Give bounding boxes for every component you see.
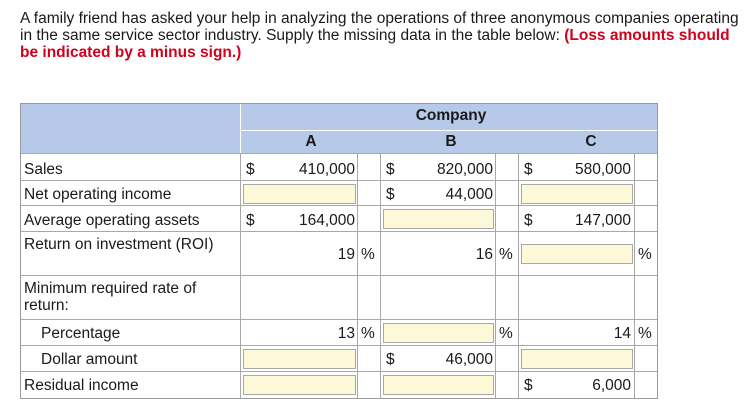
dollar-amount-c-input[interactable] <box>521 349 633 369</box>
roi-b-value: 16 <box>475 246 493 263</box>
row-line <box>21 205 657 206</box>
company-data-table <box>20 103 658 399</box>
assets-b-input[interactable] <box>383 209 494 229</box>
dollar-sign: $ <box>524 212 533 229</box>
roi-a-value: 19 <box>337 246 355 263</box>
assets-c-value: 147,000 <box>574 212 631 229</box>
instructions-text <box>20 10 740 61</box>
row-label-roi: Return on investment (ROI) <box>24 236 214 253</box>
company-group-header: Company <box>415 107 487 124</box>
row-label-min-rate: Minimum required rate of return: <box>24 280 197 314</box>
roi-c-input[interactable] <box>521 244 633 264</box>
header-divider-v <box>240 104 241 153</box>
dollar-amount-b-value: 46,000 <box>445 351 493 368</box>
percent-sign: % <box>361 246 375 263</box>
row-label-noi: Net operating income <box>24 186 172 203</box>
row-line <box>21 180 657 181</box>
dollar-sign: $ <box>386 161 395 178</box>
percent-sign: % <box>638 325 652 342</box>
dollar-sign: $ <box>246 161 255 178</box>
noi-b-value: 44,000 <box>445 186 493 203</box>
percent-sign: % <box>638 246 652 263</box>
sales-c-value: 580,000 <box>574 161 631 178</box>
dollar-sign: $ <box>386 186 395 203</box>
row-label-assets: Average operating assets <box>24 212 200 229</box>
loss-warning: (Loss amounts should be indicated by a minus sign.) <box>20 27 730 61</box>
row-line <box>21 231 657 232</box>
row-label-dollar-amount: Dollar amount <box>41 351 138 368</box>
dollar-sign: $ <box>524 377 533 394</box>
dollar-sign: $ <box>386 351 395 368</box>
percent-sign: % <box>361 325 375 342</box>
sales-a-value: 410,000 <box>298 161 355 178</box>
instructions-body: A family friend has asked your help in analyzing the operations of three anonymous companies operating in the same service sector industry. Supply the missing data in the table below: <box>20 10 739 44</box>
column-a-header: A <box>305 133 317 150</box>
dollar-sign: $ <box>524 161 533 178</box>
column-c-header: C <box>585 133 597 150</box>
assets-a-value: 164,000 <box>298 212 355 229</box>
percentage-b-input[interactable] <box>383 323 494 343</box>
row-label-residual-income: Residual income <box>24 377 139 394</box>
column-b-header: B <box>445 133 457 150</box>
percent-sign: % <box>499 246 513 263</box>
row-line <box>21 345 657 346</box>
row-line <box>21 319 657 320</box>
row-line <box>21 371 657 372</box>
dollar-amount-a-input[interactable] <box>243 349 356 369</box>
row-label-sales: Sales <box>24 161 63 178</box>
noi-c-input[interactable] <box>521 184 633 204</box>
header-divider <box>240 130 657 131</box>
row-line <box>21 275 657 276</box>
row-label-percentage: Percentage <box>41 325 121 342</box>
sales-b-value: 820,000 <box>436 161 493 178</box>
row-line <box>21 153 657 154</box>
dollar-sign: $ <box>246 212 255 229</box>
noi-a-input[interactable] <box>243 184 356 204</box>
residual-a-input[interactable] <box>243 375 356 395</box>
percentage-a-value: 13 <box>337 325 355 342</box>
percentage-c-value: 14 <box>613 325 631 342</box>
residual-b-input[interactable] <box>383 375 494 395</box>
percent-sign: % <box>499 325 513 342</box>
residual-c-value: 6,000 <box>592 377 631 394</box>
